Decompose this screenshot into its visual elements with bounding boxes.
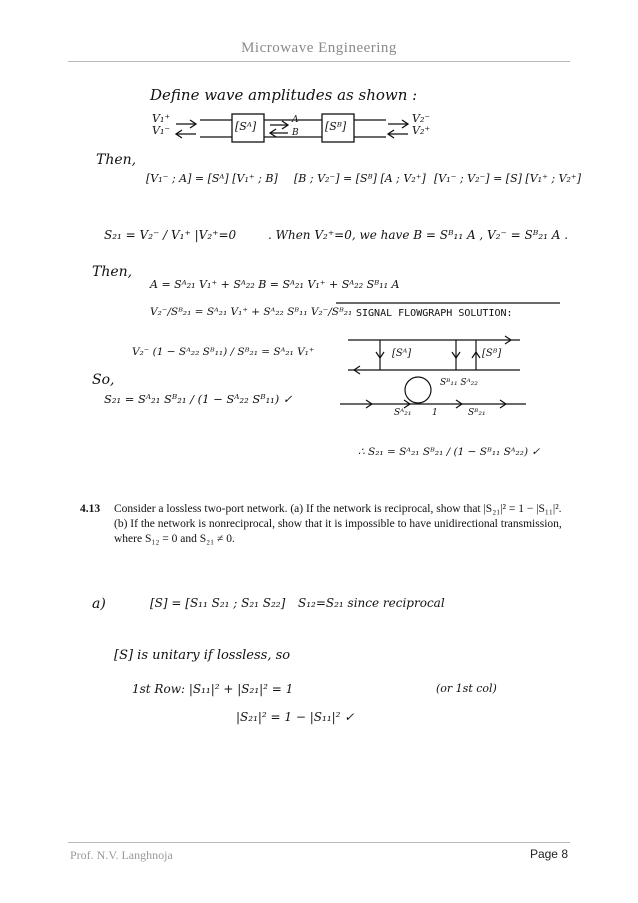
flowgraph-loop: Sᴮ₁₁ Sᴬ₂₂ — [440, 378, 478, 388]
matrix-eq-b: [B ; V₂⁻] = [Sᴮ] [A ; V₂⁺] — [294, 172, 426, 185]
first-row-eq: 1st Row: |S₁₁|² + |S₂₁|² = 1 — [132, 682, 294, 696]
part-a-label: a) — [92, 596, 106, 612]
page-header: Microwave Engineering — [241, 40, 397, 56]
v1-plus: V₁⁺ — [152, 112, 171, 125]
box-sb-label: [Sᴮ] — [325, 120, 347, 133]
reciprocal-note: S₁₂=S₂₁ since reciprocal — [298, 596, 445, 610]
flowgraph-s21b: Sᴮ₂₁ — [468, 408, 486, 418]
footer-author: Prof. N.V. Langhnoja — [70, 848, 173, 862]
s21-result: S₂₁ = Sᴬ₂₁ Sᴮ₂₁ / (1 − Sᴬ₂₂ Sᴮ₁₁) ✓ — [104, 392, 293, 406]
problem-number: 4.13 — [80, 503, 101, 515]
problem-line-1: Consider a lossless two-port network. (a) If the network is reciprocal, show that |S₂₁|² = 1 − |S₁₁|². — [114, 503, 562, 515]
v1-minus: V₁⁻ — [152, 124, 171, 137]
flowgraph-title: SIGNAL FLOWGRAPH SOLUTION: — [356, 308, 513, 319]
eq-a: A = Sᴬ₂₁ V₁⁺ + Sᴬ₂₂ B = Sᴬ₂₁ V₁⁺ + Sᴬ₂₂ Sᴮ₁₁ A — [150, 278, 400, 291]
wave-b-label: B — [292, 128, 299, 138]
flowgraph-sa: [Sᴬ] — [392, 348, 412, 359]
flowgraph-result: ∴ S₂₁ = Sᴬ₂₁ Sᴮ₂₁ / (1 − Sᴮ₁₁ Sᴬ₂₂) ✓ — [358, 446, 541, 458]
s21-definition: S₂₁ = V₂⁻ / V₁⁺ |V₂⁺=0 — [104, 228, 237, 242]
then-label-2: Then, — [92, 264, 133, 280]
box-sa-label: [Sᴬ] — [235, 120, 257, 133]
s-matrix: [S] = [S₁₁ S₂₁ ; S₂₁ S₂₂] — [150, 596, 286, 610]
eq-v2: V₂⁻/Sᴮ₂₁ = Sᴬ₂₁ V₁⁺ + Sᴬ₂₂ Sᴮ₁₁ V₂⁻/Sᴮ₂₁ — [150, 306, 353, 318]
wave-a-label: A — [292, 115, 299, 125]
then-label-1: Then, — [96, 152, 137, 168]
when-text: . When V₂⁺=0, we have B = Sᴮ₁₁ A , V₂⁻ = Sᴮ₂₁ A . — [268, 228, 569, 242]
flowgraph-s21a: Sᴬ₂₁ — [394, 408, 412, 418]
v2-plus: V₂⁺ — [412, 124, 431, 137]
footer-rule — [68, 842, 570, 843]
flowgraph-one: 1 — [432, 408, 438, 418]
flowgraph-sb: [Sᴮ] — [482, 348, 502, 359]
so-label: So, — [92, 372, 115, 388]
final-eq: |S₂₁|² = 1 − |S₁₁|² ✓ — [236, 710, 355, 724]
define-text: Define wave amplitudes as shown : — [150, 86, 418, 104]
unitary-text: [S] is unitary if lossless, so — [114, 648, 291, 663]
eq-v1: V₂⁻ (1 − Sᴬ₂₂ Sᴮ₁₁) / Sᴮ₂₁ = Sᴬ₂₁ V₁⁺ — [132, 346, 315, 358]
problem-statement — [80, 502, 580, 547]
v2-minus: V₂⁻ — [412, 112, 431, 125]
problem-line-3: where S₁₂ = 0 and S₂₁ ≠ 0. — [114, 533, 235, 545]
matrix-eq-a: [V₁⁻ ; A] = [Sᴬ] [V₁⁺ ; B] — [146, 172, 278, 185]
footer-page-number: Page 8 — [529, 847, 568, 861]
matrix-eq-s: [V₁⁻ ; V₂⁻] = [S] [V₁⁺ ; V₂⁺] — [434, 172, 582, 185]
first-col-note: (or 1st col) — [436, 682, 497, 695]
problem-line-2: (b) If the network is nonreciprocal, show that it is impossible to have unidirectional transmission, — [114, 518, 562, 530]
